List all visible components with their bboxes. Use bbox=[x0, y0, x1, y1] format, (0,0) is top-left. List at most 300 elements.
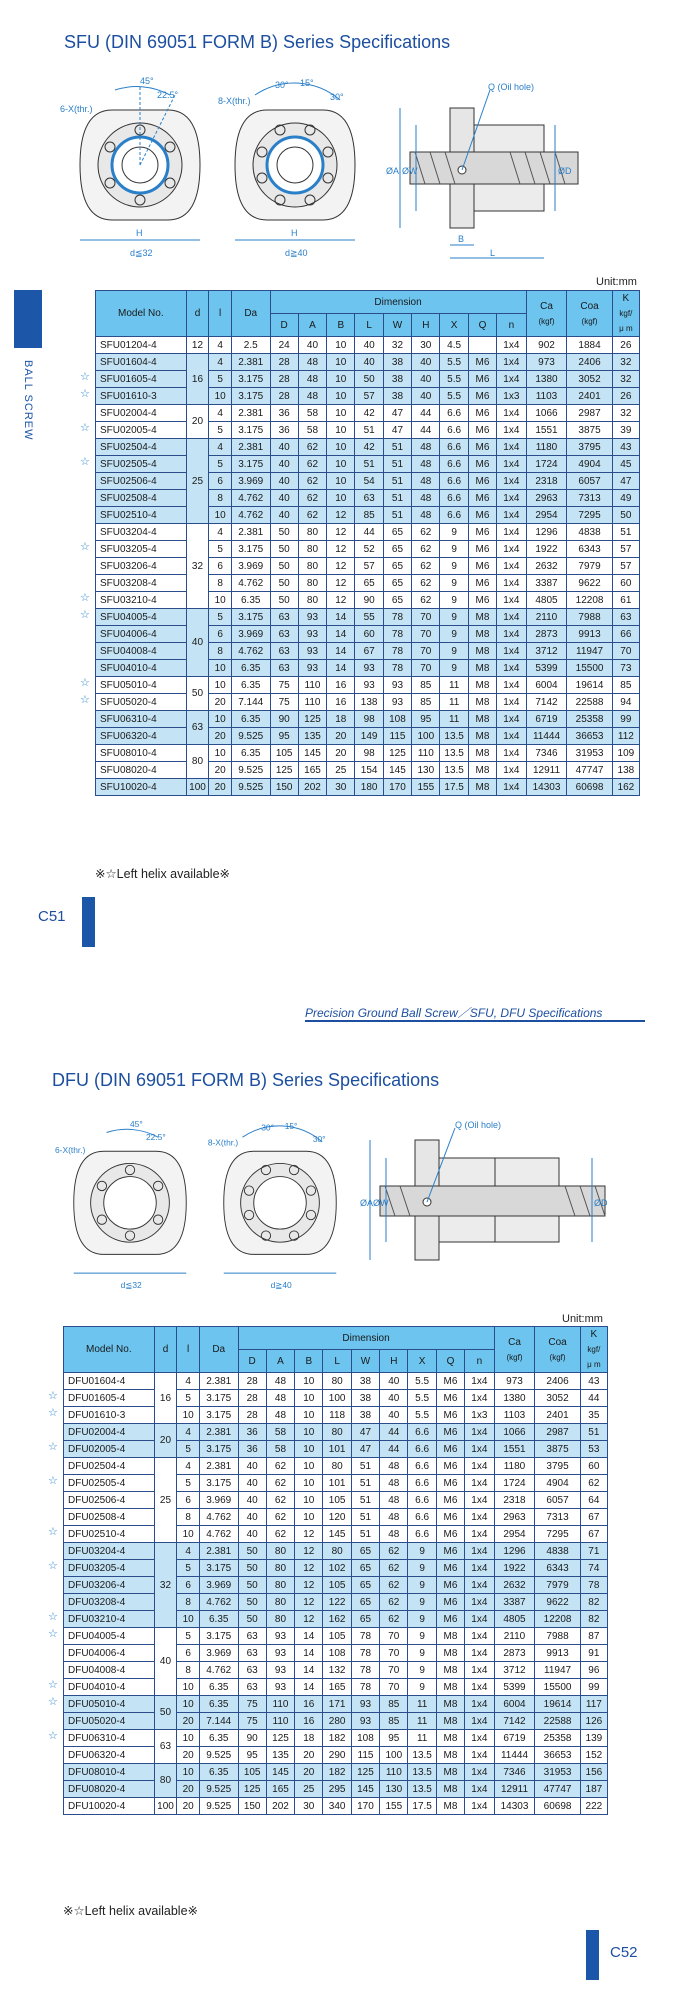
table-cell: SFU04010-4 bbox=[96, 660, 187, 677]
table-cell: 12 bbox=[327, 558, 355, 575]
table-cell: 18 bbox=[327, 711, 355, 728]
table-cell: 2110 bbox=[526, 609, 567, 626]
table-cell: 47 bbox=[351, 1441, 379, 1458]
table-cell: 8 bbox=[177, 1662, 200, 1679]
table-row bbox=[96, 592, 640, 609]
table-cell: 6.35 bbox=[199, 1696, 238, 1713]
table-cell: 85 bbox=[612, 677, 639, 694]
table-cell: 2987 bbox=[567, 405, 612, 422]
table-cell: 32 bbox=[383, 337, 411, 354]
table-cell: M6 bbox=[436, 1543, 464, 1560]
table-cell: 78 bbox=[351, 1662, 379, 1679]
table-cell: 6343 bbox=[535, 1560, 580, 1577]
table-cell: 12208 bbox=[567, 592, 612, 609]
table-cell: SFU06320-4 bbox=[96, 728, 187, 745]
table-row bbox=[64, 1696, 608, 1713]
table-row bbox=[64, 1730, 608, 1747]
table-cell: 14 bbox=[295, 1662, 323, 1679]
table-cell: 44 bbox=[412, 405, 440, 422]
table-cell: DFU06320-4 bbox=[64, 1747, 155, 1764]
unit-label: Unit:mm bbox=[562, 1313, 603, 1325]
left-helix-star-icon: ☆ bbox=[80, 608, 90, 621]
table-cell: 14 bbox=[327, 609, 355, 626]
table-cell: DFU03206-4 bbox=[64, 1577, 155, 1594]
table-cell: 973 bbox=[526, 354, 567, 371]
table-cell: 139 bbox=[580, 1730, 607, 1747]
table-cell: M8 bbox=[468, 609, 496, 626]
table-cell: 1x4 bbox=[465, 1441, 494, 1458]
table-cell: 40 bbox=[238, 1509, 266, 1526]
table-cell: 63 bbox=[270, 626, 298, 643]
table-cell: 65 bbox=[383, 592, 411, 609]
table-cell: 2.381 bbox=[199, 1543, 238, 1560]
table-cell: SFU02005-4 bbox=[96, 422, 187, 439]
table-cell: 150 bbox=[270, 779, 298, 796]
table-cell: 62 bbox=[412, 575, 440, 592]
table-cell: 7346 bbox=[494, 1764, 535, 1781]
table-cell: M6 bbox=[468, 405, 496, 422]
table-cell: 78 bbox=[383, 609, 411, 626]
table-cell: SFU03204-4 bbox=[96, 524, 187, 541]
table-cell: 12 bbox=[327, 575, 355, 592]
table-cell: 1x3 bbox=[465, 1407, 494, 1424]
table-cell: 9 bbox=[408, 1560, 436, 1577]
table-cell: 10 bbox=[209, 711, 232, 728]
table-cell: 13.5 bbox=[408, 1747, 436, 1764]
table-cell: 6.35 bbox=[231, 660, 270, 677]
table-cell: 9.525 bbox=[199, 1781, 238, 1798]
table-cell: 6.6 bbox=[408, 1424, 436, 1441]
table-cell: 62 bbox=[298, 490, 326, 507]
table-cell: 16 bbox=[295, 1713, 323, 1730]
table-cell: M6 bbox=[468, 439, 496, 456]
table-cell: 4.5 bbox=[440, 337, 468, 354]
table-cell: 4 bbox=[209, 439, 232, 456]
dim-label: d≦32 bbox=[120, 1280, 142, 1291]
table-cell: 58 bbox=[298, 405, 326, 422]
table-cell: 105 bbox=[270, 745, 298, 762]
table-cell: 6 bbox=[209, 558, 232, 575]
nut-side-drawing bbox=[360, 1110, 610, 1305]
page-number-bar bbox=[586, 1930, 599, 1980]
table-cell: DFU04006-4 bbox=[64, 1645, 155, 1662]
table-cell: 28 bbox=[238, 1390, 266, 1407]
table-cell: 9 bbox=[440, 541, 468, 558]
table-cell: 19614 bbox=[535, 1696, 580, 1713]
table-cell: M8 bbox=[436, 1747, 464, 1764]
table-cell: 12 bbox=[327, 507, 355, 524]
table-cell: 80 bbox=[298, 558, 326, 575]
table-cell: 74 bbox=[580, 1560, 607, 1577]
section-label: BALL SCREW bbox=[22, 360, 34, 441]
table-cell: 1884 bbox=[567, 337, 612, 354]
table-cell: 105 bbox=[323, 1492, 351, 1509]
table-cell: 1x4 bbox=[497, 439, 526, 456]
table-cell: 95 bbox=[380, 1730, 408, 1747]
table-cell: 8 bbox=[209, 575, 232, 592]
table-cell: 99 bbox=[580, 1679, 607, 1696]
table-cell: 4838 bbox=[535, 1543, 580, 1560]
table-cell: 5 bbox=[209, 456, 232, 473]
table-cell: 48 bbox=[380, 1509, 408, 1526]
table-cell: 20 bbox=[295, 1747, 323, 1764]
table-cell: 65 bbox=[351, 1611, 379, 1628]
table-cell: 4 bbox=[209, 405, 232, 422]
table-cell: 152 bbox=[580, 1747, 607, 1764]
table-cell: 100 bbox=[323, 1390, 351, 1407]
table-cell: 8 bbox=[209, 490, 232, 507]
table-cell: 62 bbox=[380, 1611, 408, 1628]
table-cell: 3.175 bbox=[231, 541, 270, 558]
table-cell: 63 bbox=[270, 643, 298, 660]
table-cell: 1x4 bbox=[465, 1730, 494, 1747]
dim-label: d≧40 bbox=[285, 248, 308, 258]
table-cell: 14 bbox=[295, 1628, 323, 1645]
table-cell: M6 bbox=[436, 1373, 464, 1390]
table-cell: 47 bbox=[383, 405, 411, 422]
table-cell: SFU05010-4 bbox=[96, 677, 187, 694]
table-cell: 40 bbox=[270, 490, 298, 507]
table-cell: 95 bbox=[270, 728, 298, 745]
table-cell: 3.175 bbox=[231, 422, 270, 439]
table-cell: M8 bbox=[436, 1696, 464, 1713]
table-cell: 290 bbox=[323, 1747, 351, 1764]
table-row bbox=[64, 1798, 608, 1815]
table-cell: M6 bbox=[436, 1424, 464, 1441]
table-cell: 67 bbox=[355, 643, 383, 660]
header-coa: Coa (kgf) bbox=[535, 1327, 580, 1373]
header-dim-h: H bbox=[380, 1350, 408, 1373]
table-cell: 65 bbox=[383, 575, 411, 592]
table-cell: 11 bbox=[408, 1730, 436, 1747]
table-cell: 15500 bbox=[535, 1679, 580, 1696]
table-cell: 93 bbox=[383, 677, 411, 694]
nut-side-drawing bbox=[380, 70, 580, 270]
table-row bbox=[64, 1560, 608, 1577]
table-row bbox=[96, 745, 640, 762]
table-cell: 4805 bbox=[526, 592, 567, 609]
table-cell: 32 bbox=[154, 1543, 177, 1628]
table-cell: M6 bbox=[436, 1492, 464, 1509]
table-cell: 5 bbox=[209, 422, 232, 439]
table-row bbox=[64, 1475, 608, 1492]
table-cell: 1551 bbox=[494, 1441, 535, 1458]
table-cell: 7979 bbox=[535, 1577, 580, 1594]
angle-label: 30° bbox=[312, 1133, 326, 1144]
table-cell: M6 bbox=[468, 541, 496, 558]
page-number: C51 bbox=[38, 908, 66, 925]
table-cell: 10 bbox=[327, 456, 355, 473]
left-helix-star-icon: ☆ bbox=[80, 387, 90, 400]
table-cell: 5 bbox=[209, 541, 232, 558]
angle-label: 22.5° bbox=[145, 1132, 166, 1142]
table-cell: 10 bbox=[177, 1526, 200, 1543]
table-row bbox=[64, 1645, 608, 1662]
table-cell: M6 bbox=[436, 1475, 464, 1492]
table-row bbox=[64, 1526, 608, 1543]
table-cell: 1x4 bbox=[497, 694, 526, 711]
table-cell: 10 bbox=[209, 745, 232, 762]
table-cell: 85 bbox=[380, 1696, 408, 1713]
table-cell: 70 bbox=[412, 609, 440, 626]
table-cell: M6 bbox=[468, 592, 496, 609]
table-cell: 4.762 bbox=[199, 1594, 238, 1611]
table-cell: 63 bbox=[355, 490, 383, 507]
table-cell: 62 bbox=[298, 507, 326, 524]
table-cell: M8 bbox=[436, 1662, 464, 1679]
table-cell: 154 bbox=[355, 762, 383, 779]
table-cell: 26 bbox=[612, 388, 639, 405]
header-model: Model No. bbox=[64, 1327, 155, 1373]
table-cell: 26 bbox=[612, 337, 639, 354]
table-cell: 32 bbox=[612, 354, 639, 371]
header-da: Da bbox=[231, 291, 270, 337]
table-cell: 67 bbox=[580, 1526, 607, 1543]
table-cell: 71 bbox=[580, 1543, 607, 1560]
table-cell: 182 bbox=[323, 1730, 351, 1747]
table-cell: DFU04010-4 bbox=[64, 1679, 155, 1696]
table-cell: 145 bbox=[323, 1526, 351, 1543]
table-cell: 6.6 bbox=[440, 405, 468, 422]
table-cell: 5 bbox=[177, 1441, 200, 1458]
table-cell: 12911 bbox=[526, 762, 567, 779]
table-cell: 10 bbox=[295, 1373, 323, 1390]
table-cell: 50 bbox=[238, 1543, 266, 1560]
table-cell: 7.144 bbox=[199, 1713, 238, 1730]
table-cell: 3052 bbox=[567, 371, 612, 388]
table-cell: M6 bbox=[468, 422, 496, 439]
table-cell: 9 bbox=[408, 1662, 436, 1679]
table-cell: 11 bbox=[408, 1696, 436, 1713]
dim-label: H bbox=[136, 228, 143, 238]
table-cell: 47 bbox=[383, 422, 411, 439]
table-cell: 80 bbox=[266, 1577, 294, 1594]
header-dim-b: B bbox=[295, 1350, 323, 1373]
table-cell: 5.5 bbox=[440, 354, 468, 371]
table-cell: 38 bbox=[351, 1390, 379, 1407]
table-cell: 65 bbox=[383, 524, 411, 541]
table-cell: 20 bbox=[177, 1713, 200, 1730]
table-cell: 7295 bbox=[567, 507, 612, 524]
table-cell: 50 bbox=[238, 1577, 266, 1594]
table-cell: 8 bbox=[177, 1509, 200, 1526]
table-cell: 9.525 bbox=[231, 779, 270, 796]
table-cell: 70 bbox=[412, 643, 440, 660]
table-cell: 61 bbox=[612, 592, 639, 609]
table-cell: M6 bbox=[436, 1390, 464, 1407]
table-cell: 108 bbox=[351, 1730, 379, 1747]
table-row bbox=[96, 473, 640, 490]
table-row bbox=[96, 643, 640, 660]
angle-label: 30° bbox=[275, 80, 289, 90]
table-cell: 47747 bbox=[567, 762, 612, 779]
table-cell: 25 bbox=[154, 1458, 177, 1543]
table-cell: 1724 bbox=[526, 456, 567, 473]
header-dim-w: W bbox=[351, 1350, 379, 1373]
table-cell: 65 bbox=[383, 541, 411, 558]
table-cell: 5 bbox=[177, 1475, 200, 1492]
table-cell: DFU02004-4 bbox=[64, 1424, 155, 1441]
dim-label: B bbox=[458, 234, 465, 244]
table-cell: 1x4 bbox=[497, 626, 526, 643]
table-cell: 6.6 bbox=[440, 439, 468, 456]
dim-label: ØW bbox=[402, 166, 418, 176]
table-cell: 40 bbox=[238, 1475, 266, 1492]
table-cell: 18 bbox=[295, 1730, 323, 1747]
table-cell: 2401 bbox=[567, 388, 612, 405]
table-cell: 125 bbox=[383, 745, 411, 762]
table-cell: 50 bbox=[238, 1594, 266, 1611]
table-cell: DFU05010-4 bbox=[64, 1696, 155, 1713]
table-cell: 1x4 bbox=[465, 1747, 494, 1764]
table-cell: 1x4 bbox=[465, 1475, 494, 1492]
table-cell: 3.175 bbox=[231, 609, 270, 626]
table-cell: 1380 bbox=[494, 1390, 535, 1407]
table-cell: 170 bbox=[351, 1798, 379, 1815]
table-cell: 110 bbox=[298, 694, 326, 711]
table-cell: 6.6 bbox=[408, 1475, 436, 1492]
header-dim-a: A bbox=[266, 1350, 294, 1373]
table-cell: M6 bbox=[468, 388, 496, 405]
table-cell: 20 bbox=[154, 1424, 177, 1458]
table-cell: 14 bbox=[295, 1679, 323, 1696]
table-cell: 48 bbox=[412, 490, 440, 507]
header-k: K kgf/ μ m bbox=[580, 1327, 607, 1373]
table-cell: 10 bbox=[177, 1764, 200, 1781]
table-cell: 30 bbox=[295, 1798, 323, 1815]
dim-label: ØD bbox=[558, 166, 572, 176]
table-cell: 40 bbox=[270, 456, 298, 473]
table-cell: M6 bbox=[436, 1441, 464, 1458]
table-cell: SFU02004-4 bbox=[96, 405, 187, 422]
table-cell: SFU02506-4 bbox=[96, 473, 187, 490]
angle-label: 15° bbox=[284, 1120, 298, 1131]
table-cell: 57 bbox=[612, 558, 639, 575]
table-cell: 105 bbox=[323, 1577, 351, 1594]
table-cell: 85 bbox=[355, 507, 383, 524]
table-cell: 1x4 bbox=[497, 524, 526, 541]
table-cell: 108 bbox=[383, 711, 411, 728]
table-cell: 10 bbox=[295, 1492, 323, 1509]
table-cell: 14 bbox=[327, 643, 355, 660]
table-cell: 150 bbox=[238, 1798, 266, 1815]
table-row bbox=[96, 405, 640, 422]
table-cell: 20 bbox=[209, 728, 232, 745]
table-cell: 6343 bbox=[567, 541, 612, 558]
table-cell: SFU03210-4 bbox=[96, 592, 187, 609]
table-row bbox=[96, 371, 640, 388]
table-cell: 91 bbox=[580, 1645, 607, 1662]
thread-label: 8-X(thr.) bbox=[207, 1137, 239, 1148]
table-cell: 1x4 bbox=[497, 592, 526, 609]
table-cell: 75 bbox=[270, 694, 298, 711]
table-cell: 9913 bbox=[567, 626, 612, 643]
table-cell: 7979 bbox=[567, 558, 612, 575]
header-l: l bbox=[209, 291, 232, 337]
table-cell: 10 bbox=[177, 1730, 200, 1747]
table-cell: 6.35 bbox=[231, 592, 270, 609]
table-cell: 1x4 bbox=[465, 1526, 494, 1543]
table-cell: 51 bbox=[612, 524, 639, 541]
left-helix-star-icon: ☆ bbox=[48, 1695, 58, 1708]
table-cell: 4.762 bbox=[199, 1662, 238, 1679]
table-cell: 9 bbox=[440, 626, 468, 643]
table-cell: 80 bbox=[323, 1424, 351, 1441]
table-cell: 187 bbox=[580, 1781, 607, 1798]
table-cell: 132 bbox=[323, 1662, 351, 1679]
table-cell: 6 bbox=[209, 473, 232, 490]
table-cell: 93 bbox=[266, 1645, 294, 1662]
table-cell: 40 bbox=[270, 439, 298, 456]
table-cell: 12 bbox=[295, 1543, 323, 1560]
table-cell: 10 bbox=[209, 388, 232, 405]
table-cell: 62 bbox=[266, 1492, 294, 1509]
table-cell: 90 bbox=[355, 592, 383, 609]
table-cell: 3.969 bbox=[231, 473, 270, 490]
table-cell: 50 bbox=[270, 524, 298, 541]
table-cell: 63 bbox=[238, 1645, 266, 1662]
header-d: d bbox=[154, 1327, 177, 1373]
table-cell: 12 bbox=[327, 541, 355, 558]
header-dim-h: H bbox=[412, 314, 440, 337]
table-cell: 6004 bbox=[494, 1696, 535, 1713]
header-dim-l: L bbox=[323, 1350, 351, 1373]
table-cell: 165 bbox=[323, 1679, 351, 1696]
table-cell: SFU01605-4 bbox=[96, 371, 187, 388]
table-cell: 118 bbox=[323, 1407, 351, 1424]
table-cell: 2954 bbox=[526, 507, 567, 524]
table-cell: 13.5 bbox=[440, 745, 468, 762]
table-cell: DFU10020-4 bbox=[64, 1798, 155, 1815]
table-cell: 9 bbox=[408, 1679, 436, 1696]
table-cell: 58 bbox=[298, 422, 326, 439]
table-row bbox=[96, 779, 640, 796]
table-cell: 9622 bbox=[567, 575, 612, 592]
table-cell: 3.175 bbox=[231, 371, 270, 388]
table-cell: 110 bbox=[298, 677, 326, 694]
table-cell: DFU02005-4 bbox=[64, 1441, 155, 1458]
table-row bbox=[64, 1424, 608, 1441]
table-cell: 40 bbox=[238, 1492, 266, 1509]
table-cell: 101 bbox=[323, 1475, 351, 1492]
page-number-bar bbox=[82, 897, 95, 947]
table-cell: 11444 bbox=[494, 1747, 535, 1764]
table-cell: 110 bbox=[266, 1696, 294, 1713]
table-cell: 10 bbox=[327, 354, 355, 371]
table-cell: 63 bbox=[186, 711, 209, 745]
table-cell: 1x4 bbox=[465, 1764, 494, 1781]
table-cell: 1x3 bbox=[497, 388, 526, 405]
left-helix-star-icon: ☆ bbox=[48, 1474, 58, 1487]
dim-label: ØD bbox=[594, 1198, 608, 1208]
table-cell: 1x4 bbox=[465, 1628, 494, 1645]
table-cell: 99 bbox=[612, 711, 639, 728]
table-cell: 49 bbox=[612, 490, 639, 507]
table-cell: 51 bbox=[383, 473, 411, 490]
table-cell: 6.35 bbox=[231, 745, 270, 762]
table-cell: 1x4 bbox=[465, 1611, 494, 1628]
table-row bbox=[96, 337, 640, 354]
table-cell: 40 bbox=[355, 337, 383, 354]
table-row bbox=[64, 1492, 608, 1509]
table-row bbox=[96, 762, 640, 779]
table-cell: 162 bbox=[323, 1611, 351, 1628]
table-cell: 2.381 bbox=[231, 524, 270, 541]
table-cell: 40 bbox=[270, 507, 298, 524]
table-cell: 2632 bbox=[494, 1577, 535, 1594]
table-cell: 57 bbox=[612, 541, 639, 558]
table-cell: 1066 bbox=[494, 1424, 535, 1441]
